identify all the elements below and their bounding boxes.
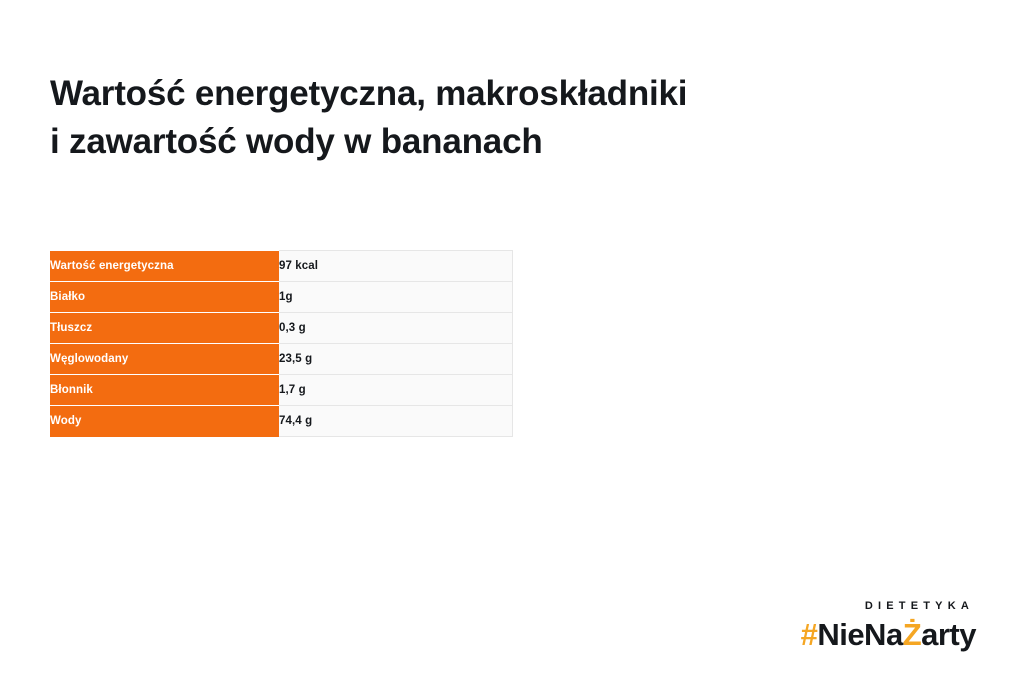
nutrient-value: 74,4 g — [279, 406, 512, 437]
nutrition-table — [50, 250, 513, 437]
hash-icon: # — [800, 617, 818, 652]
nutrient-label: Wody — [50, 406, 279, 437]
logo-wordmark — [801, 619, 976, 650]
nutrition-table-body — [50, 251, 512, 437]
logo-name-part-2: arty — [921, 617, 976, 652]
nutrient-value: 1,7 g — [279, 375, 512, 406]
nutrient-label: Błonnik — [50, 375, 279, 406]
nutrient-label: Tłuszcz — [50, 313, 279, 344]
nutrient-value: 97 kcal — [279, 251, 512, 282]
nutrient-label: Węglowodany — [50, 344, 279, 375]
logo-name-accent-letter: Ż — [902, 617, 922, 652]
nutrient-value: 23,5 g — [279, 344, 512, 375]
logo-kicker: DIETETYKA — [864, 600, 974, 612]
nutrient-label: Białko — [50, 282, 279, 313]
table-row — [50, 375, 512, 406]
brand-logo — [801, 600, 976, 650]
table-row — [50, 344, 512, 375]
table-row — [50, 282, 512, 313]
table-row — [50, 313, 512, 344]
page-title-line-2: i zawartość wody w bananach — [50, 122, 543, 162]
nutrient-value: 0,3 g — [279, 313, 512, 344]
table-row — [50, 251, 512, 282]
nutrient-label: Wartość energetyczna — [50, 251, 279, 282]
page-title — [50, 70, 950, 166]
page-title-line-1: Wartość energetyczna, makroskładniki — [50, 74, 688, 114]
nutrient-value: 1g — [279, 282, 512, 313]
logo-name-part-1: NieNa — [817, 617, 903, 652]
table-row — [50, 406, 512, 437]
